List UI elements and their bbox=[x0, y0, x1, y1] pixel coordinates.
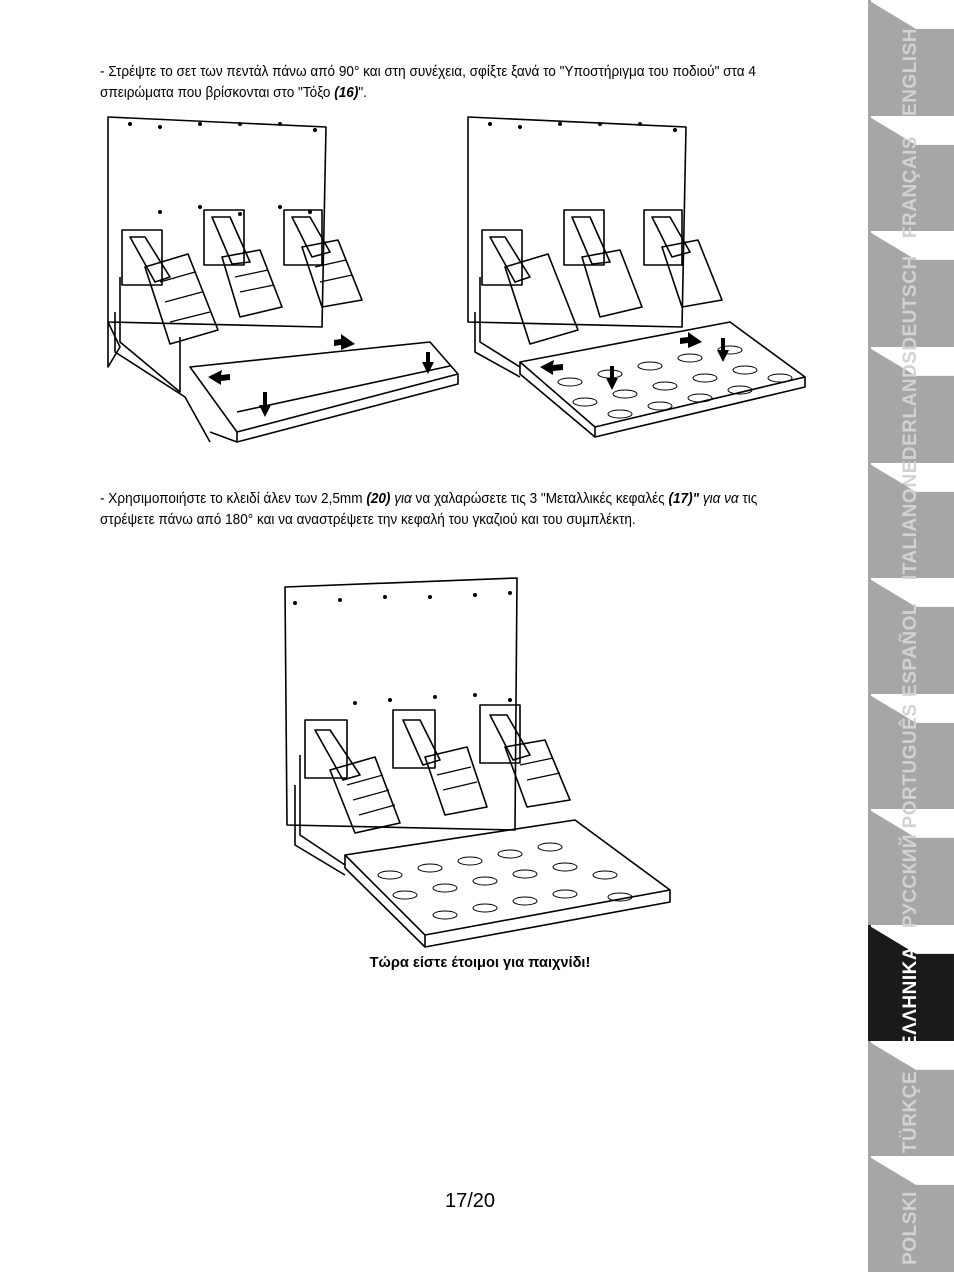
language-tab-label: ΕΛΛΗΝΙΚΑ bbox=[900, 945, 921, 1048]
step-2-italic-1: για bbox=[390, 491, 412, 507]
language-tab-русский[interactable] bbox=[868, 809, 954, 929]
step-2-ref-1: (20) bbox=[366, 491, 391, 507]
language-tab-label: POLSKI bbox=[900, 1191, 921, 1265]
step-2-ref-2: (17)" bbox=[668, 491, 700, 507]
language-tab-italiano[interactable] bbox=[868, 463, 954, 579]
language-tab-bar bbox=[868, 0, 954, 1272]
language-tab-label: TÜRKÇE bbox=[900, 1071, 921, 1154]
language-tab-label: ESPAÑOL bbox=[900, 602, 921, 697]
step-1-text-b: ". bbox=[358, 85, 367, 101]
step-1-instruction bbox=[100, 62, 796, 104]
ready-message: Τώρα είστε έτοιμοι για παιχνίδι! bbox=[369, 955, 591, 971]
step-2-italic-2: για να bbox=[699, 491, 739, 507]
language-tab-português[interactable] bbox=[868, 694, 954, 828]
language-tab-polski[interactable] bbox=[868, 1156, 954, 1272]
language-tab-label: FRANÇAIS bbox=[900, 136, 921, 239]
language-tab-label: РУССКИЙ bbox=[900, 834, 921, 929]
language-tab-label: NEDERLANDS bbox=[900, 350, 921, 488]
pedal-set-footrest-folded-icon bbox=[100, 112, 470, 452]
language-tab-español[interactable] bbox=[868, 578, 954, 697]
pedal-set-footrest-flat-icon bbox=[460, 112, 830, 452]
step-1-ref: (16) bbox=[334, 85, 359, 101]
step-2-text-b: να χαλαρώσετε τις 3 "Μεταλλικές κεφαλές bbox=[411, 491, 669, 507]
language-tab-français[interactable] bbox=[868, 116, 954, 239]
step-2-text-c: τις στρέψετε πάνω από 180° και να αναστρέψετε την κεφαλή του γκαζιού και του συμπλέκτη. bbox=[100, 491, 758, 528]
step-2-text-a: - Χρησιμοποιήστε το κλειδί άλεν των 2,5mm bbox=[100, 491, 367, 507]
page-number: 17/20 bbox=[444, 1190, 496, 1212]
language-tab-nederlands[interactable] bbox=[868, 347, 954, 488]
language-tab-deutsch[interactable] bbox=[868, 231, 954, 351]
step-1-text-a: - Στρέψτε το σετ των πεντάλ πάνω από 90° και στη συνέχεια, σφίξτε ξανά το "Υποστήριγμα του ποδιού" στα 4 σπειρώματα που βρίσκονται στο "Τόξο bbox=[100, 64, 756, 101]
language-tab-ελληνικα[interactable] bbox=[868, 925, 954, 1048]
language-tab-türkçe[interactable] bbox=[868, 1041, 954, 1157]
language-tab-english[interactable] bbox=[868, 0, 954, 116]
language-tab-label: ENGLISH bbox=[900, 27, 921, 116]
language-tab-label: DEUTSCH bbox=[900, 255, 921, 351]
language-tab-label: ITALIANO bbox=[900, 488, 921, 581]
pedal-set-heads-inverted-icon bbox=[275, 575, 685, 955]
step-2-instruction bbox=[100, 489, 796, 531]
language-tab-label: PORTUGUÊS bbox=[900, 703, 921, 828]
